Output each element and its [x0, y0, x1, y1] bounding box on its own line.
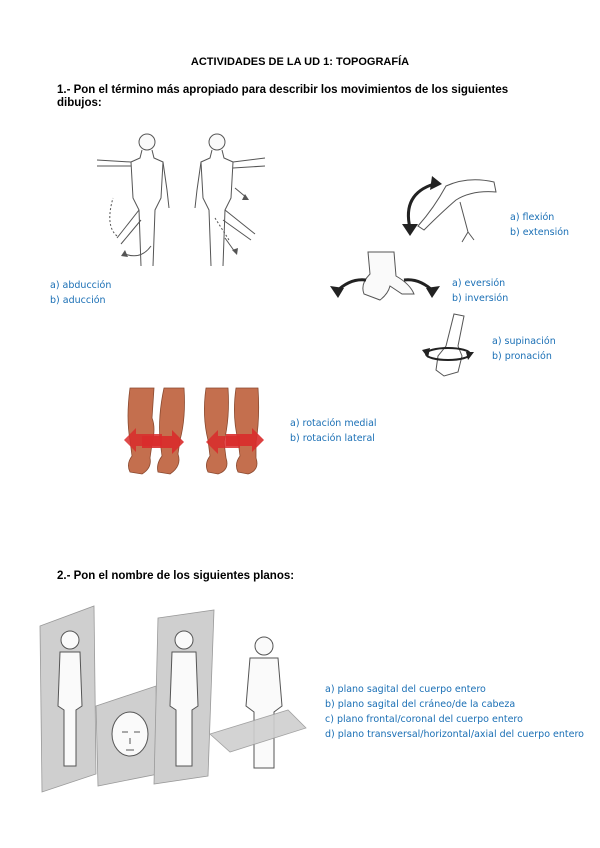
abduction-options — [50, 278, 111, 308]
option-plano-transversal: d) plano transversal/horizontal/axial del cuerpo entero — [325, 729, 584, 740]
rotation-figure — [122, 388, 267, 480]
option-plano-sagital-cabeza: b) plano sagital del cráneo/de la cabeza — [325, 699, 516, 710]
option-extension: b) extensión — [510, 227, 570, 238]
option-pronacion: b) pronación — [492, 351, 552, 362]
supination-pronation-figure — [418, 312, 490, 380]
question-1-line-1: 1.- Pon el término más apropiado para describir los movimientos de los siguientes — [57, 84, 509, 96]
eversion-inversion-figure — [330, 250, 440, 308]
page-title: ACTIVIDADES DE LA UD 1: TOPOGRAFÍA — [190, 56, 410, 68]
option-rotacion-medial: a) rotación medial — [290, 418, 377, 429]
rotation-options — [290, 416, 377, 446]
supination-options — [492, 334, 556, 364]
option-flexion: a) flexión — [510, 212, 555, 223]
option-plano-frontal: c) plano frontal/coronal del cuerpo entero — [325, 714, 523, 725]
question-2-heading: 2.- Pon el nombre de los siguientes planos: — [57, 570, 295, 582]
abduction-adduction-figure — [95, 128, 270, 273]
option-aduccion: b) aducción — [50, 295, 106, 306]
eversion-options — [452, 276, 508, 306]
flexion-options — [510, 210, 569, 240]
option-rotacion-lateral: b) rotación lateral — [290, 433, 375, 444]
option-eversion: a) eversión — [452, 278, 506, 289]
question-1 — [57, 84, 557, 110]
option-supinacion: a) supinación — [492, 336, 556, 347]
plane-options — [325, 682, 584, 742]
option-inversion: b) inversión — [452, 293, 509, 304]
option-plano-sagital-cuerpo: a) plano sagital del cuerpo entero — [325, 684, 486, 695]
flexion-extension-figure — [398, 172, 503, 252]
body-planes-figure — [38, 606, 310, 794]
question-1-line-2: dibujos: — [57, 97, 102, 109]
option-abduccion: a) abducción — [50, 280, 112, 291]
